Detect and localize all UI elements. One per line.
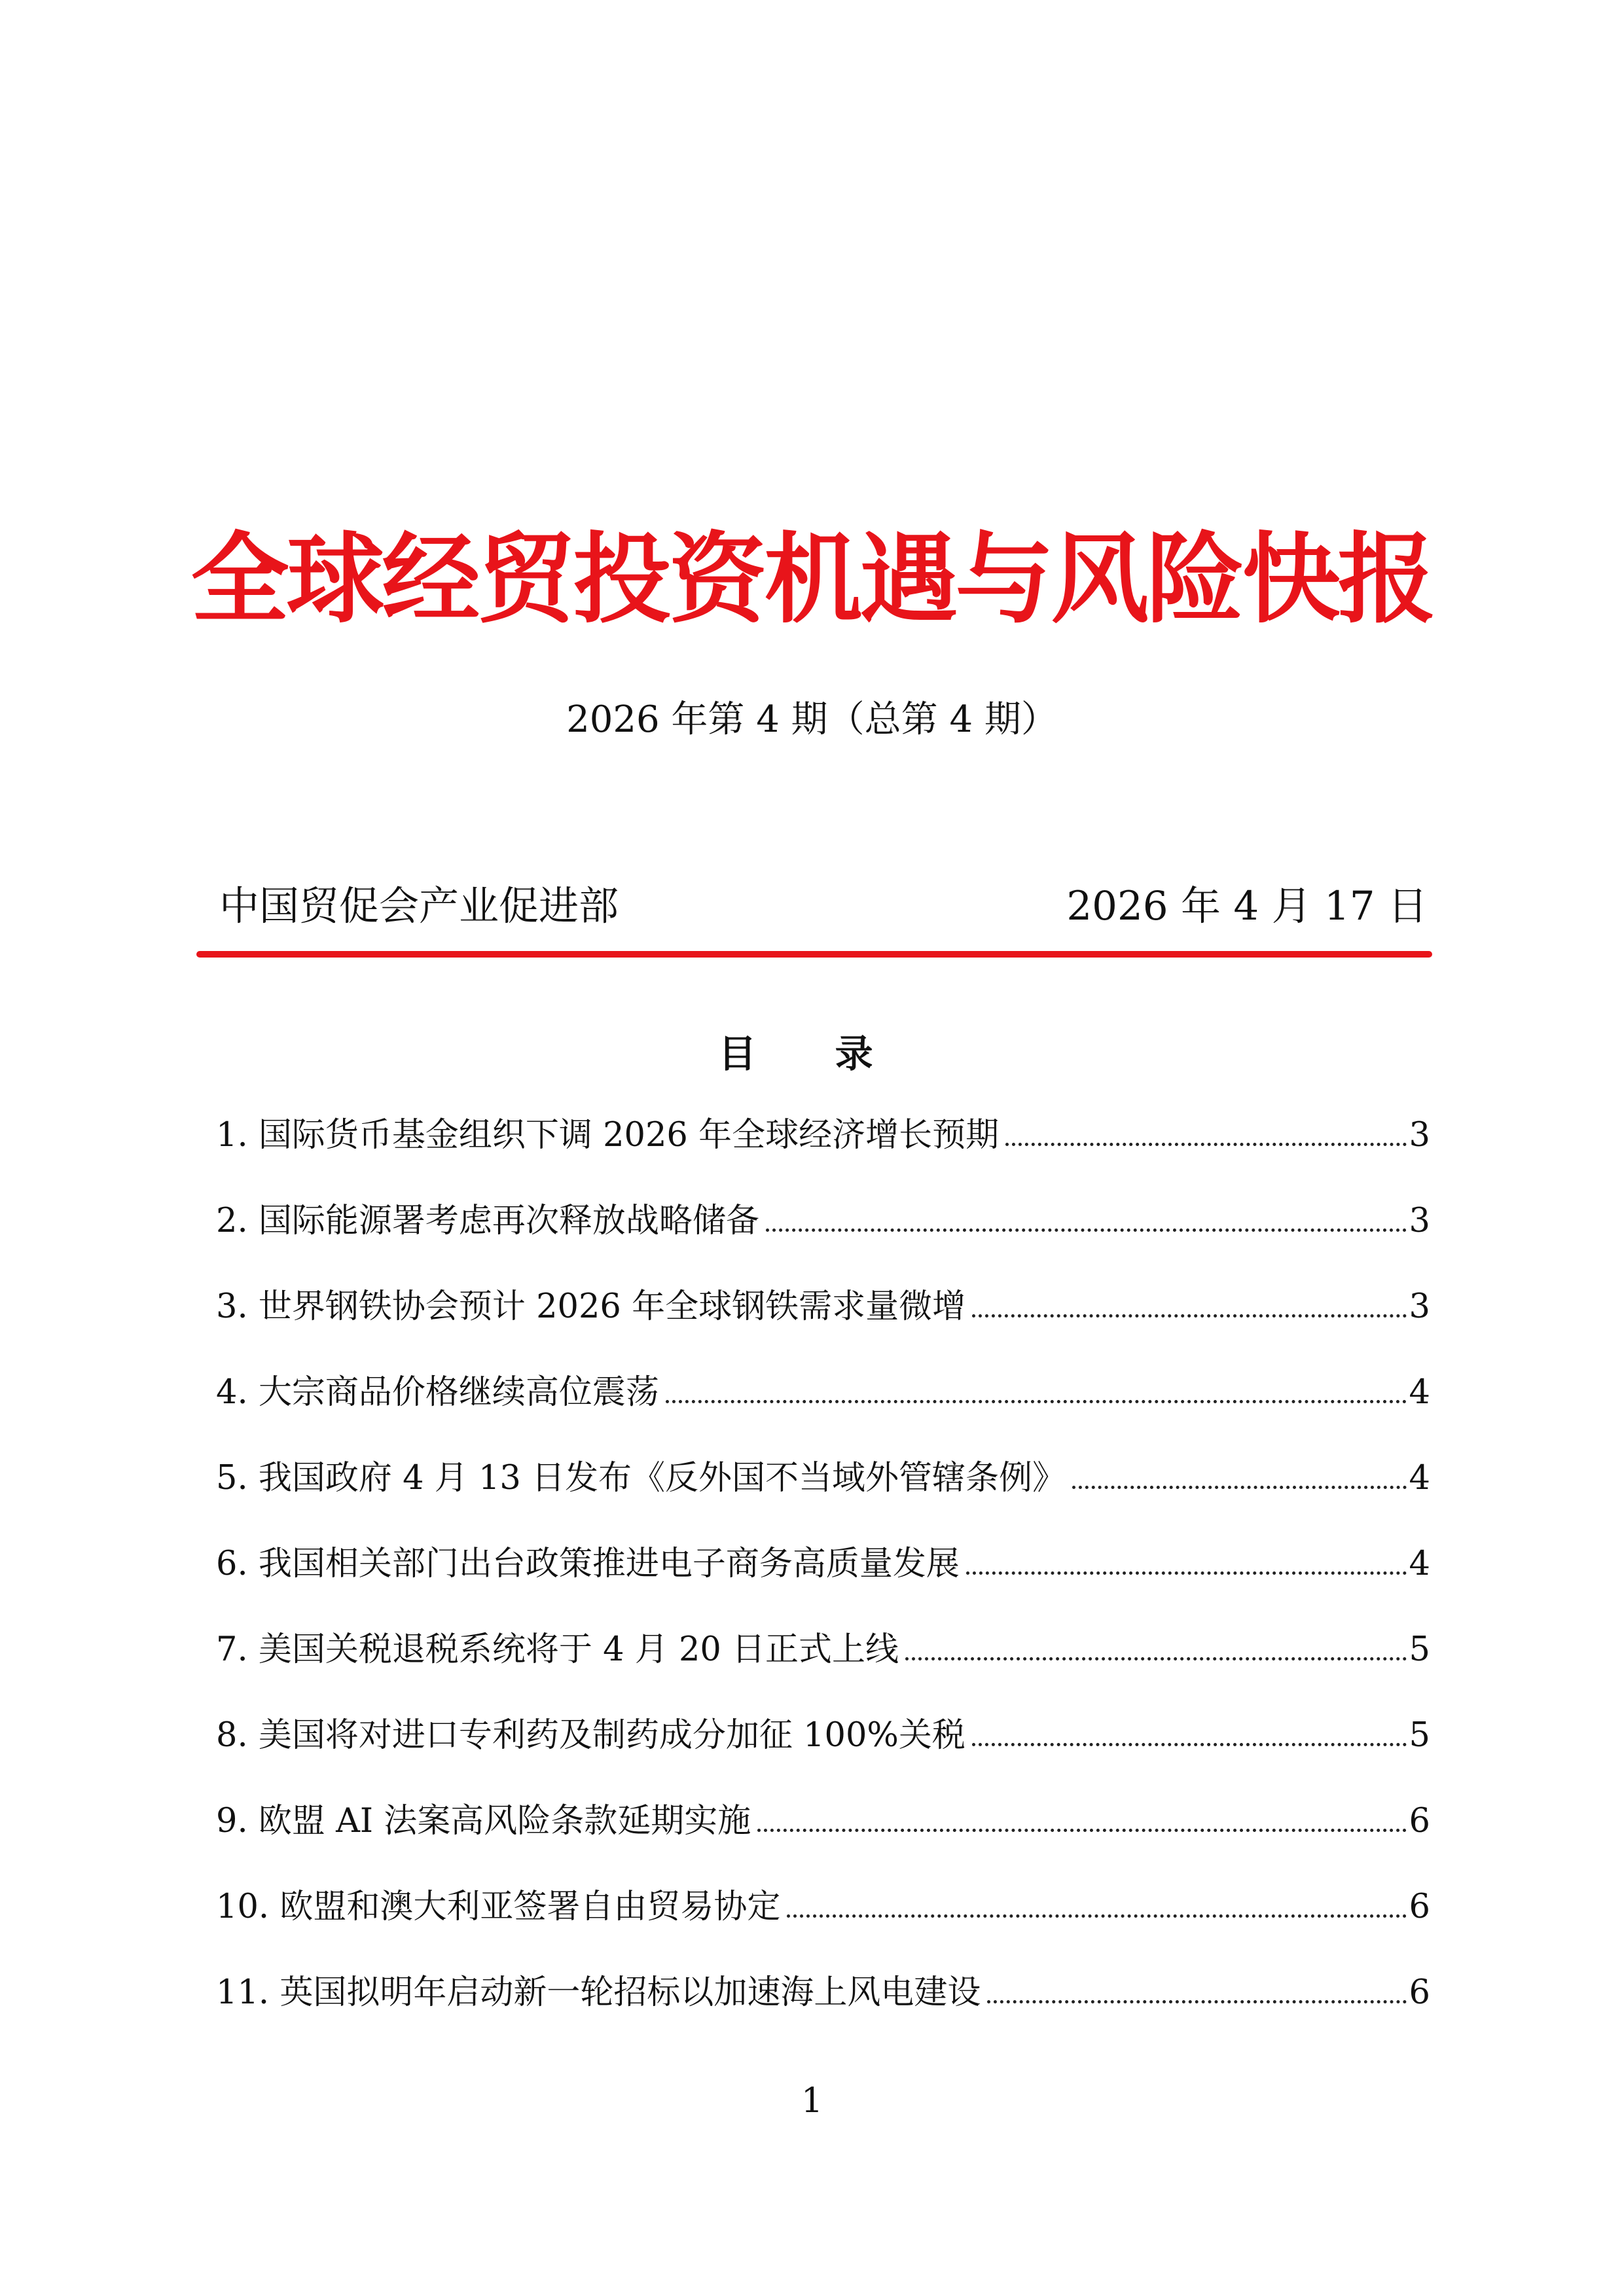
toc-entry-page: 3 — [1409, 1287, 1430, 1326]
toc-entry-title: 4. 大宗商品价格继续高位震荡 — [216, 1373, 659, 1412]
toc-entry[interactable] — [216, 1799, 1430, 1884]
toc-entry[interactable] — [216, 1713, 1430, 1799]
toc-entry-page: 3 — [1409, 1202, 1430, 1240]
toc-entry-title: 1. 国际货币基金组织下调 2026 年全球经济增长预期 — [216, 1116, 1000, 1155]
toc-heading: 目 录 — [718, 1031, 906, 1076]
toc-leader-dots — [1005, 1143, 1406, 1146]
toc-leader-dots — [972, 1314, 1406, 1318]
issue-date: 2026 年 4 月 17 日 — [1066, 883, 1428, 929]
toc-entry-title: 3. 世界钢铁协会预计 2026 年全球钢铁需求量微增 — [216, 1287, 966, 1326]
toc-entry-page: 5 — [1409, 1716, 1430, 1755]
toc-leader-dots — [987, 2000, 1406, 2003]
toc-entry-page: 5 — [1409, 1630, 1430, 1669]
toc-entry-page: 4 — [1409, 1545, 1430, 1583]
toc-leader-dots — [766, 1229, 1407, 1232]
toc-leader-dots — [905, 1657, 1406, 1660]
toc-entry-title: 7. 美国关税退税系统将于 4 月 20 日正式上线 — [216, 1630, 899, 1669]
toc-leader-dots — [666, 1400, 1407, 1403]
toc-leader-dots — [757, 1829, 1406, 1832]
header-divider — [196, 951, 1432, 958]
toc-entry-page: 6 — [1409, 1973, 1430, 2012]
toc-leader-dots — [972, 1743, 1407, 1746]
toc-leader-dots — [966, 1571, 1407, 1575]
toc-entry-title: 9. 欧盟 AI 法案高风险条款延期实施 — [216, 1802, 751, 1840]
toc-entry-title: 6. 我国相关部门出台政策推进电子商务高质量发展 — [216, 1545, 960, 1583]
toc-entry-title: 2. 国际能源署考虑再次释放战略储备 — [216, 1202, 759, 1240]
toc-leader-dots — [1072, 1486, 1406, 1489]
toc-entry-page: 4 — [1409, 1459, 1430, 1498]
toc-entry[interactable] — [216, 1970, 1430, 2056]
toc-entry[interactable] — [216, 1198, 1430, 1284]
table-of-contents — [216, 1113, 1430, 2056]
toc-entry[interactable] — [216, 1370, 1430, 1456]
toc-entry-title: 10. 欧盟和澳大利亚签署自由贸易协定 — [216, 1888, 781, 1926]
toc-entry[interactable] — [216, 1113, 1430, 1198]
toc-entry[interactable] — [216, 1884, 1430, 1970]
toc-leader-dots — [787, 1914, 1406, 1918]
issuing-department: 中国贸促会产业促进部 — [219, 883, 619, 929]
page-number: 1 — [801, 2081, 823, 2121]
toc-entry-title: 11. 英国拟明年启动新一轮招标以加速海上风电建设 — [216, 1973, 981, 2012]
issue-number: 2026 年第 4 期（总第 4 期） — [566, 698, 1058, 741]
toc-entry-page: 6 — [1409, 1802, 1430, 1840]
toc-entry[interactable] — [216, 1456, 1430, 1541]
toc-entry[interactable] — [216, 1627, 1430, 1713]
toc-entry-page: 3 — [1409, 1116, 1430, 1155]
toc-entry[interactable] — [216, 1541, 1430, 1627]
toc-entry[interactable] — [216, 1284, 1430, 1370]
toc-entry-page: 6 — [1409, 1888, 1430, 1926]
toc-entry-title: 5. 我国政府 4 月 13 日发布《反外国不当域外管辖条例》 — [216, 1459, 1066, 1498]
document-title: 全球经贸投资机遇与风险快报 — [190, 522, 1434, 637]
toc-entry-page: 4 — [1409, 1373, 1430, 1412]
toc-entry-title: 8. 美国将对进口专利药及制药成分加征 100%关税 — [216, 1716, 965, 1755]
